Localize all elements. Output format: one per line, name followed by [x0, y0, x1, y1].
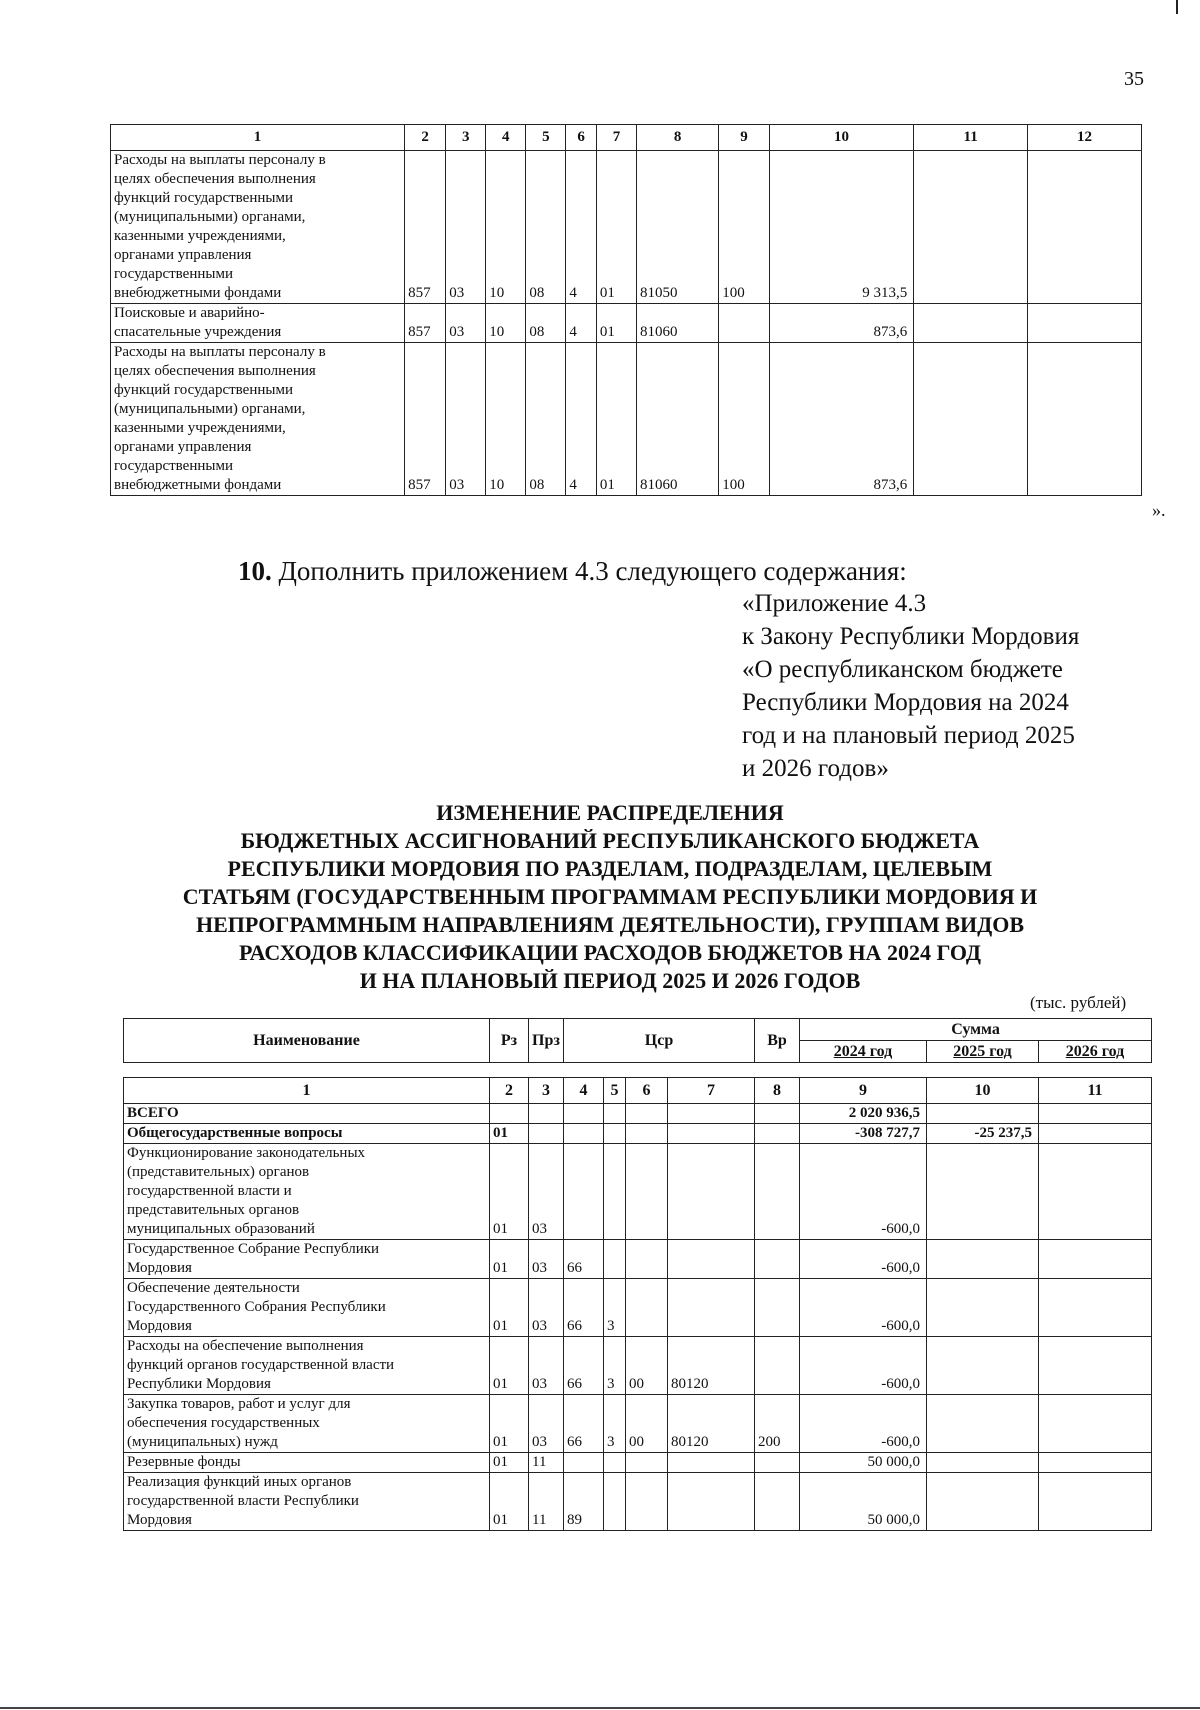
title-line: НЕПРОГРАММНЫМ НАПРАВЛЕНИЯМ ДЕЯТЕЛЬНОСТИ), ГРУППАМ ВИДОВ: [196, 912, 1024, 937]
row-name-line: Поисковые и аварийно-: [114, 305, 265, 321]
cell-c6: 00: [626, 1395, 668, 1453]
cell-c5: 08: [526, 151, 566, 304]
cell-c7: [668, 1144, 755, 1240]
title-line: РАСХОДОВ КЛАССИФИКАЦИИ РАСХОДОВ БЮДЖЕТОВ НА 2024 ГОД: [238, 940, 982, 965]
row-name-line: органами управления: [114, 439, 252, 455]
cell-c9: -600,0: [800, 1337, 927, 1395]
row-name-line: целях обеспечения выполнения: [114, 171, 316, 187]
row-name-line: Мордовия: [127, 1512, 192, 1528]
col-header: 8: [636, 125, 718, 151]
col-header: 10: [769, 125, 913, 151]
cell-c5: [604, 1453, 626, 1473]
cell-c10: [927, 1337, 1039, 1395]
cell-c7: [668, 1453, 755, 1473]
cell-c3: 03: [446, 304, 486, 343]
row-name: [124, 1124, 490, 1144]
row-name: [111, 343, 405, 496]
row-name: [124, 1395, 490, 1453]
appendix-line: год и на плановый период 2025: [742, 722, 1075, 749]
cell-c7: 80120: [668, 1395, 755, 1453]
title-line: СТАТЬЯМ (ГОСУДАРСТВЕННЫМ ПРОГРАММАМ РЕСПУБЛИКИ МОРДОВИЯ И: [182, 884, 1038, 909]
table-row: [124, 1240, 1152, 1279]
amendment-number: 10.: [238, 556, 272, 586]
header-csr: Цср: [564, 1019, 755, 1063]
cell-c5: [604, 1473, 626, 1531]
continuation-table-body: [111, 151, 1142, 496]
table-row: [124, 1124, 1152, 1144]
cell-c9: 100: [719, 343, 770, 496]
page-number: 35: [1124, 68, 1144, 90]
cell-c2: 01: [490, 1144, 529, 1240]
cell-c2: 857: [405, 304, 446, 343]
row-name-line: обеспечения государственных: [127, 1415, 320, 1431]
row-name-line: государственной власти Республики: [127, 1493, 359, 1509]
cell-c5: 08: [526, 304, 566, 343]
cell-c6: 4: [566, 151, 597, 304]
row-name-line: Мордовия: [127, 1260, 192, 1276]
table-row: [111, 151, 1142, 304]
col-number: 7: [668, 1078, 755, 1104]
cell-c4: 66: [564, 1337, 604, 1395]
appendix-line: к Закону Республики Мордовия: [742, 623, 1080, 650]
cell-c10: -25 237,5: [927, 1124, 1039, 1144]
row-name-line: Общегосударственные вопросы: [127, 1125, 343, 1141]
row-name-line: Расходы на обеспечение выполнения: [127, 1338, 364, 1354]
cell-c11: [1039, 1240, 1152, 1279]
cell-c7: [668, 1473, 755, 1531]
header-year-2026: 2026 год: [1039, 1041, 1152, 1063]
col-header: 5: [526, 125, 566, 151]
cell-c5: [604, 1240, 626, 1279]
cell-c7: 01: [596, 304, 636, 343]
cell-c3: 03: [529, 1240, 564, 1279]
cell-c7: [668, 1104, 755, 1124]
cell-c9: -308 727,7: [800, 1124, 927, 1144]
col-header: 2: [405, 125, 446, 151]
scan-bottom-edge: [0, 1707, 1200, 1709]
cell-c10: [927, 1453, 1039, 1473]
header-vr: Вр: [755, 1019, 800, 1063]
cell-c8: [755, 1279, 800, 1337]
document-title: [150, 799, 1070, 995]
row-name-line: государственными: [114, 458, 233, 474]
cell-c4: [564, 1124, 604, 1144]
continuation-table: [110, 124, 1142, 496]
cell-c4: [564, 1144, 604, 1240]
cell-c11: [1039, 1453, 1152, 1473]
cell-c9: -600,0: [800, 1240, 927, 1279]
cell-c5: 08: [526, 343, 566, 496]
cell-c5: [604, 1124, 626, 1144]
cell-c8: [755, 1453, 800, 1473]
row-name-line: Государственного Собрания Республики: [127, 1299, 386, 1315]
row-name-line: ВСЕГО: [127, 1105, 179, 1121]
cell-c3: 11: [529, 1453, 564, 1473]
row-name-line: (муниципальными) органами,: [114, 209, 306, 225]
header-year-2025: 2025 год: [927, 1041, 1039, 1063]
table-row: [124, 1104, 1152, 1124]
cell-c2: [490, 1104, 529, 1124]
cell-c4: [564, 1104, 604, 1124]
row-name: [111, 304, 405, 343]
cell-c4: 66: [564, 1395, 604, 1453]
cell-c2: 01: [490, 1473, 529, 1531]
cell-c8: 81060: [636, 304, 718, 343]
table-row: [124, 1395, 1152, 1453]
row-name-line: Государственное Собрание Республики: [127, 1241, 380, 1257]
cell-c2: 857: [405, 151, 446, 304]
row-name-line: внебюджетными фондами: [114, 285, 282, 301]
header-name: Наименование: [124, 1019, 490, 1063]
cell-c12: [1028, 304, 1142, 343]
col-header: 9: [719, 125, 770, 151]
cell-c3: 03: [529, 1279, 564, 1337]
col-number: 9: [800, 1078, 927, 1104]
cell-c12: [1028, 343, 1142, 496]
units-label: (тыс. рублей): [1030, 993, 1127, 1012]
row-name: [124, 1144, 490, 1240]
amendment-paragraph: [238, 556, 907, 587]
row-name-line: Обеспечение деятельности: [127, 1280, 300, 1296]
cell-c9: -600,0: [800, 1279, 927, 1337]
row-name: [124, 1473, 490, 1531]
cell-c6: [626, 1473, 668, 1531]
table-row: [124, 1144, 1152, 1240]
cell-c11: [1039, 1104, 1152, 1124]
row-name-line: функций государственными: [114, 190, 293, 206]
col-header: 7: [596, 125, 636, 151]
cell-c6: 4: [566, 304, 597, 343]
cell-c6: [626, 1240, 668, 1279]
cell-c9: 50 000,0: [800, 1473, 927, 1531]
cell-c5: [604, 1144, 626, 1240]
row-name-line: (муниципальными) органами,: [114, 401, 306, 417]
cell-c12: [1028, 151, 1142, 304]
col-header: 3: [446, 125, 486, 151]
cell-c4: 66: [564, 1240, 604, 1279]
col-number: 4: [564, 1078, 604, 1104]
row-name-line: функций государственными: [114, 382, 293, 398]
cell-c11: [1039, 1337, 1152, 1395]
cell-c10: [927, 1473, 1039, 1531]
cell-c8: 81060: [636, 343, 718, 496]
col-number: 3: [529, 1078, 564, 1104]
cell-c6: [626, 1279, 668, 1337]
col-number: 2: [490, 1078, 529, 1104]
col-header: 4: [486, 125, 526, 151]
col-number: 8: [755, 1078, 800, 1104]
row-name: [124, 1104, 490, 1124]
row-name-line: представительных органов: [127, 1202, 300, 1218]
appendix-line: и 2026 годов»: [742, 755, 889, 782]
cell-c6: [626, 1453, 668, 1473]
cell-c11: [1039, 1395, 1152, 1453]
budget-table-numbering: [124, 1078, 1152, 1104]
cell-c2: 857: [405, 343, 446, 496]
continuation-table-header: [111, 125, 1142, 151]
row-name: [124, 1279, 490, 1337]
cell-c11: [1039, 1279, 1152, 1337]
cell-c4: 10: [486, 151, 526, 304]
cell-c10: [927, 1395, 1039, 1453]
row-name: [124, 1453, 490, 1473]
row-name-line: муниципальных образований: [127, 1221, 315, 1237]
cell-c10: 873,6: [769, 304, 913, 343]
header-prz: Прз: [529, 1019, 564, 1063]
cell-c8: 81050: [636, 151, 718, 304]
cell-c10: [927, 1279, 1039, 1337]
row-name-line: спасательные учреждения: [114, 324, 282, 340]
table-row: [111, 304, 1142, 343]
cell-c3: 03: [446, 343, 486, 496]
cell-c5: 3: [604, 1395, 626, 1453]
cell-c8: 200: [755, 1395, 800, 1453]
row-name-line: Расходы на выплаты персоналу в: [114, 344, 326, 360]
cell-c9: -600,0: [800, 1395, 927, 1453]
header-year-2024: 2024 год: [800, 1041, 927, 1063]
row-name: [111, 151, 405, 304]
cell-c9: -600,0: [800, 1144, 927, 1240]
appendix-heading: [742, 587, 1079, 785]
cell-c8: [755, 1337, 800, 1395]
cell-c11: [914, 343, 1028, 496]
table-row: [124, 1337, 1152, 1395]
cell-c8: [755, 1144, 800, 1240]
table-row: [111, 343, 1142, 496]
amendment-text: Дополнить приложением 4.3 следующего содержания:: [278, 556, 907, 586]
cell-c7: 80120: [668, 1337, 755, 1395]
cell-c7: [668, 1240, 755, 1279]
cell-c2: 01: [490, 1279, 529, 1337]
cell-c2: 01: [490, 1453, 529, 1473]
cell-c10: [927, 1144, 1039, 1240]
row-name-line: казенными учреждениями,: [114, 420, 286, 436]
title-line: БЮДЖЕТНЫХ АССИГНОВАНИЙ РЕСПУБЛИКАНСКОГО БЮДЖЕТА: [240, 828, 980, 853]
row-name-line: Республики Мордовия: [127, 1376, 271, 1392]
row-name-line: государственными: [114, 266, 233, 282]
appendix-line: «О республиканском бюджете: [742, 656, 1063, 683]
cell-c9: 50 000,0: [800, 1453, 927, 1473]
closing-quote: ».: [1152, 500, 1166, 520]
cell-c8: [755, 1240, 800, 1279]
row-name-line: Мордовия: [127, 1318, 192, 1334]
col-number: 10: [927, 1078, 1039, 1104]
cell-c6: 4: [566, 343, 597, 496]
title-line: И НА ПЛАНОВЫЙ ПЕРИОД 2025 И 2026 ГОДОВ: [359, 968, 861, 993]
header-sum: Сумма: [800, 1019, 1152, 1041]
cell-c3: 03: [529, 1395, 564, 1453]
row-name: [124, 1240, 490, 1279]
row-name-line: Расходы на выплаты персоналу в: [114, 152, 326, 168]
cell-c11: [1039, 1124, 1152, 1144]
cell-c5: 3: [604, 1279, 626, 1337]
col-number: 1: [124, 1078, 490, 1104]
cell-c7: [668, 1124, 755, 1144]
cell-c2: 01: [490, 1124, 529, 1144]
cell-c10: [927, 1104, 1039, 1124]
col-number: 5: [604, 1078, 626, 1104]
cell-c10: [927, 1240, 1039, 1279]
cell-c3: 03: [446, 151, 486, 304]
cell-c3: 11: [529, 1473, 564, 1531]
cell-c3: 03: [529, 1337, 564, 1395]
col-number: 6: [626, 1078, 668, 1104]
cell-c9: 100: [719, 151, 770, 304]
cell-c9: 2 020 936,5: [800, 1104, 927, 1124]
cell-c2: 01: [490, 1395, 529, 1453]
row-name-line: целях обеспечения выполнения: [114, 363, 316, 379]
cell-c3: [529, 1104, 564, 1124]
cell-c5: [604, 1104, 626, 1124]
cell-c2: 01: [490, 1337, 529, 1395]
cell-c3: [529, 1124, 564, 1144]
appendix-line: «Приложение 4.3: [742, 590, 927, 617]
budget-table-body: [124, 1104, 1152, 1531]
appendix-line: Республики Мордовия на 2024: [742, 689, 1069, 716]
table-row: [124, 1473, 1152, 1531]
cell-c8: [755, 1473, 800, 1531]
cell-c4: [564, 1453, 604, 1473]
row-name-line: функций органов государственной власти: [127, 1357, 395, 1373]
cell-c11: [1039, 1473, 1152, 1531]
title-line: ИЗМЕНЕНИЕ РАСПРЕДЕЛЕНИЯ: [436, 800, 784, 825]
row-name-line: (представительных) органов: [127, 1164, 310, 1180]
cell-c6: 00: [626, 1337, 668, 1395]
cell-c6: [626, 1144, 668, 1240]
row-name-line: органами управления: [114, 247, 252, 263]
table-row: [124, 1453, 1152, 1473]
cell-c2: 01: [490, 1240, 529, 1279]
row-name-line: (муниципальных) нужд: [127, 1434, 278, 1450]
col-header: 6: [566, 125, 597, 151]
col-number: 11: [1039, 1078, 1152, 1104]
cell-c7: [668, 1279, 755, 1337]
cell-c11: [914, 304, 1028, 343]
budget-table-header: [123, 1018, 1152, 1063]
cell-c4: 10: [486, 343, 526, 496]
row-name-line: внебюджетными фондами: [114, 477, 282, 493]
cell-c10: 9 313,5: [769, 151, 913, 304]
cell-c6: [626, 1124, 668, 1144]
row-name-line: Закупка товаров, работ и услуг для: [127, 1396, 351, 1412]
page-edge-mark: [1176, 0, 1178, 14]
cell-c3: 03: [529, 1144, 564, 1240]
table-row: [124, 1279, 1152, 1337]
title-line: РЕСПУБЛИКИ МОРДОВИЯ ПО РАЗДЕЛАМ, ПОДРАЗДЕЛАМ, ЦЕЛЕВЫМ: [227, 856, 993, 881]
cell-c4: 66: [564, 1279, 604, 1337]
cell-c11: [1039, 1144, 1152, 1240]
cell-c4: 10: [486, 304, 526, 343]
row-name: [124, 1337, 490, 1395]
col-header: 12: [1028, 125, 1142, 151]
cell-c8: [755, 1124, 800, 1144]
cell-c7: 01: [596, 151, 636, 304]
cell-c8: [755, 1104, 800, 1124]
row-name-line: Реализация функций иных органов: [127, 1474, 352, 1490]
row-name-line: казенными учреждениями,: [114, 228, 286, 244]
cell-c4: 89: [564, 1473, 604, 1531]
row-name-line: государственной власти и: [127, 1183, 292, 1199]
cell-c5: 3: [604, 1337, 626, 1395]
col-header: 1: [111, 125, 405, 151]
cell-c11: [914, 151, 1028, 304]
col-header: 11: [914, 125, 1028, 151]
cell-c10: 873,6: [769, 343, 913, 496]
row-name-line: Резервные фонды: [127, 1454, 241, 1470]
header-rz: Рз: [490, 1019, 529, 1063]
cell-c7: 01: [596, 343, 636, 496]
cell-c9: [719, 304, 770, 343]
budget-table: [123, 1077, 1152, 1531]
row-name-line: Функционирование законодательных: [127, 1145, 366, 1161]
cell-c6: [626, 1104, 668, 1124]
